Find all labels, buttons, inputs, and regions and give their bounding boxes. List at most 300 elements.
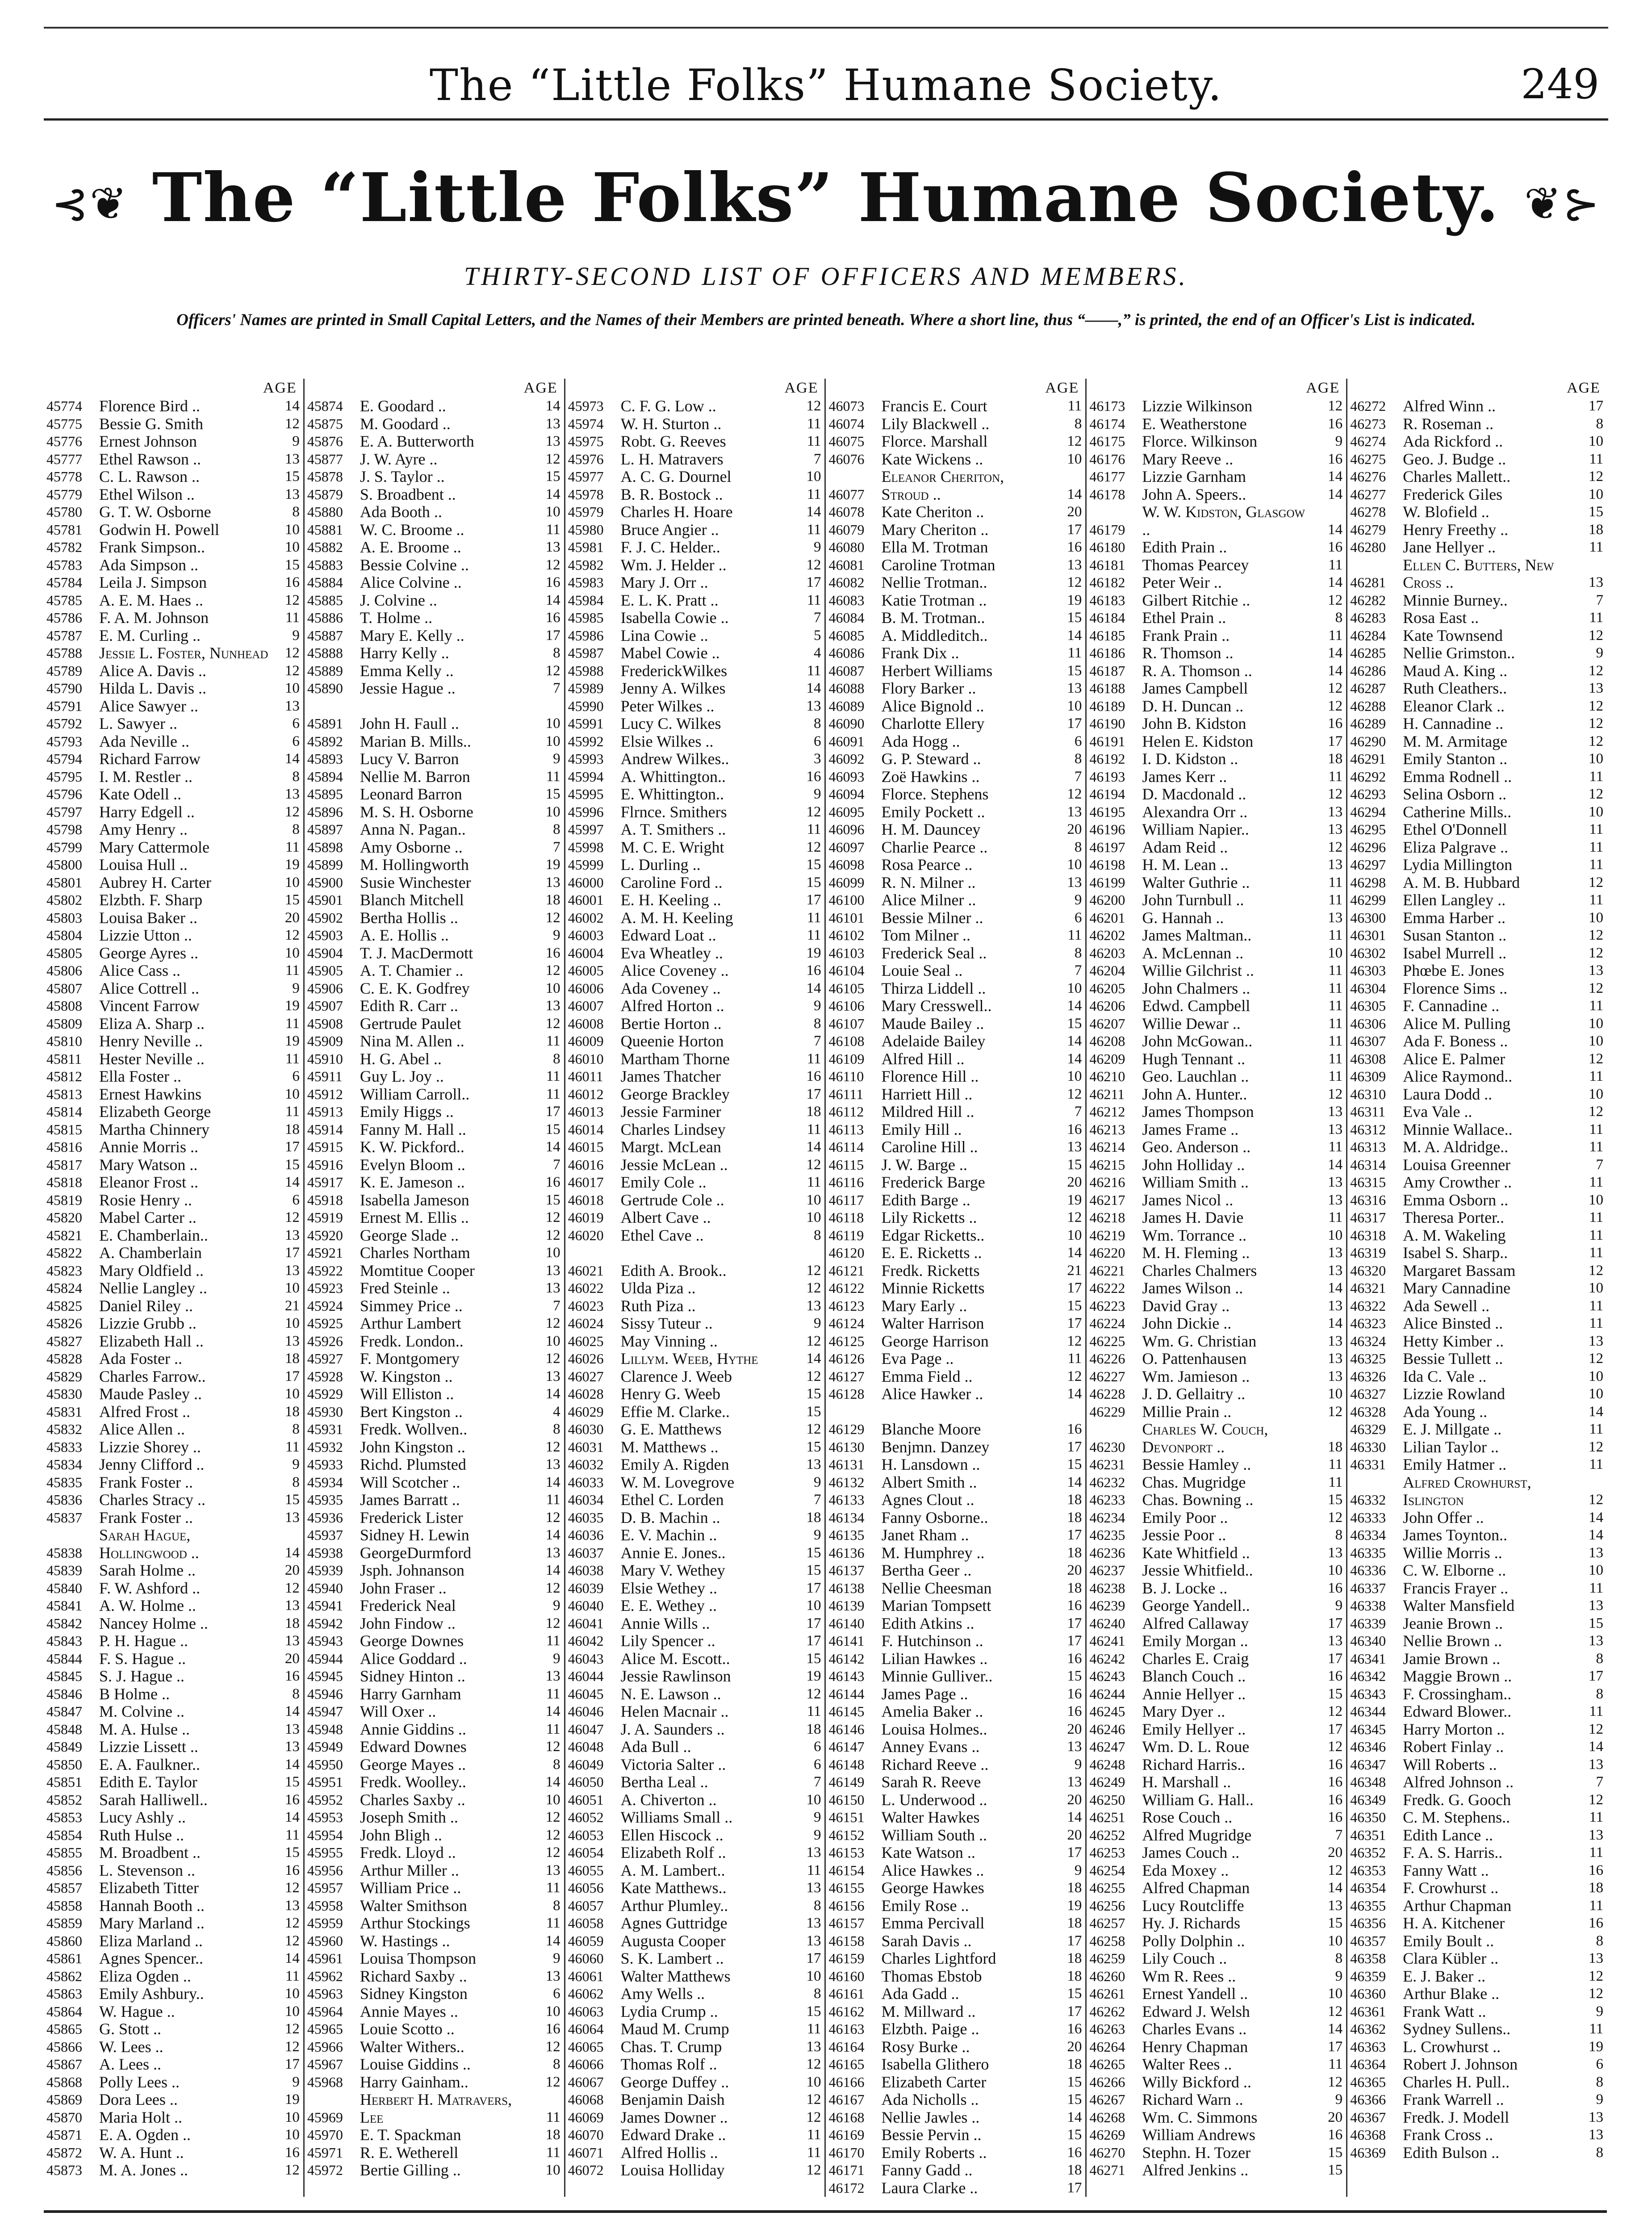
member-entry	[46, 1015, 300, 1033]
member-number: 45962	[307, 1968, 343, 1984]
member-name: A. W. Holme ..	[99, 1597, 197, 1614]
member-number: 45848	[46, 1721, 82, 1737]
member-name: Mary Cresswell..	[881, 997, 992, 1015]
member-number: 46281	[1350, 574, 1386, 590]
member-age: 6	[292, 1068, 300, 1084]
member-name: Aubrey H. Carter	[99, 874, 211, 891]
member-age: 13	[806, 1880, 821, 1896]
member-entry	[307, 1385, 560, 1403]
member-name: Louisa Holliday	[620, 2162, 725, 2179]
member-name: Nellie Cheesman	[881, 1579, 992, 1597]
member-age: 12	[1588, 1262, 1603, 1279]
member-entry	[1350, 1897, 1603, 1915]
member-age: 12	[545, 1580, 560, 1596]
member-name: Gertrude Paulet	[360, 1015, 461, 1033]
member-age: 17	[1328, 2038, 1343, 2055]
member-number: 46353	[1350, 1862, 1386, 1878]
member-name: Robert Finlay ..	[1403, 1738, 1504, 1756]
member-entry	[1350, 803, 1603, 821]
member-number: 46319	[1350, 1245, 1386, 1261]
member-name: Emma Osborn ..	[1403, 1191, 1509, 1209]
member-age: 9	[813, 1827, 821, 1843]
member-name: R. N. Milner ..	[881, 874, 976, 891]
member-entry	[1350, 786, 1603, 803]
member-number: 46352	[1350, 1844, 1386, 1861]
member-number: 46212	[1089, 1104, 1125, 1120]
member-entry	[568, 1526, 821, 1544]
member-number: 45936	[307, 1509, 343, 1526]
member-entry	[307, 786, 560, 803]
member-entry	[46, 556, 300, 574]
member-age: 13	[1588, 1633, 1603, 1649]
member-entry	[307, 1456, 560, 1474]
member-number: 45882	[307, 539, 343, 555]
member-age: 9	[292, 980, 300, 996]
member-name: Wm. J. Helder ..	[620, 556, 727, 574]
member-name: Helen Macnair ..	[620, 1703, 729, 1720]
member-number: 45840	[46, 1580, 82, 1596]
member-entry	[828, 433, 1082, 451]
member-entry	[46, 1385, 300, 1403]
member-age: 14	[284, 1756, 300, 1773]
member-name: E. T. Spackman	[360, 2126, 461, 2144]
member-name: Emily Morgan ..	[1142, 1632, 1248, 1650]
member-entry	[828, 1932, 1082, 1950]
member-entry	[1089, 1050, 1343, 1068]
member-name: George Downes	[360, 1632, 464, 1650]
member-entry	[307, 891, 560, 909]
member-entry	[46, 2126, 300, 2144]
member-number: 46264	[1089, 2038, 1125, 2055]
member-age: 12	[284, 2162, 300, 2178]
member-age: 14	[1328, 1156, 1343, 1173]
member-number: 46101	[828, 909, 865, 926]
member-entry	[828, 945, 1082, 962]
member-number: 46332	[1350, 1492, 1386, 1508]
member-number: 46032	[568, 1456, 604, 1472]
member-number: 46203	[1089, 945, 1125, 961]
member-name: Edward J. Welsh	[1142, 2003, 1250, 2020]
member-age: 9	[553, 1650, 560, 1667]
member-age: 15	[284, 468, 300, 485]
member-column	[826, 379, 1087, 2197]
member-age: 11	[1589, 2021, 1603, 2037]
member-name: Mildred Hill ..	[881, 1103, 974, 1121]
member-entry	[568, 1879, 821, 1897]
member-entry	[46, 874, 300, 892]
member-entry	[1350, 433, 1603, 451]
member-entry	[307, 1650, 560, 1668]
member-age: 11	[285, 1104, 300, 1120]
member-number: 46045	[568, 1685, 604, 1702]
member-entry	[1089, 2003, 1343, 2021]
member-entry	[1350, 874, 1603, 892]
member-age: 11	[285, 1438, 300, 1455]
member-name: Ulda Piza ..	[620, 1280, 696, 1297]
member-entry	[568, 1192, 821, 1209]
member-age: 15	[806, 1650, 821, 1667]
member-number: 46160	[828, 1968, 865, 1984]
member-entry	[46, 1068, 300, 1086]
member-entry	[1089, 1526, 1343, 1544]
member-entry	[307, 2056, 560, 2074]
member-entry	[568, 1544, 821, 1562]
member-age: 10	[284, 2127, 300, 2143]
member-entry	[568, 1068, 821, 1086]
member-name: Richd. Plumsted	[360, 1456, 466, 1473]
member-age: 11	[1067, 398, 1082, 414]
member-name: J. A. Saunders ..	[620, 1720, 725, 1738]
member-number: 45854	[46, 1827, 82, 1843]
member-number: 46123	[828, 1297, 865, 1314]
member-name: W. Hague ..	[99, 2003, 175, 2020]
member-number: 45807	[46, 980, 82, 996]
member-entry	[307, 1773, 560, 1791]
member-age: 12	[284, 1580, 300, 1596]
member-number: 46265	[1089, 2056, 1125, 2072]
member-name: Elizabeth Carter	[881, 2073, 987, 2091]
member-name: H. M. Lean ..	[1142, 856, 1229, 874]
member-name: Lizzie Wilkinson	[1142, 397, 1253, 415]
member-age: 16	[806, 768, 821, 785]
member-entry	[568, 2144, 821, 2162]
member-entry	[1089, 1703, 1343, 1721]
member-age: 18	[1067, 1880, 1082, 1896]
member-age: 11	[546, 1685, 560, 1702]
member-name: Alice Allen ..	[99, 1421, 185, 1438]
member-entry	[568, 1456, 821, 1474]
member-entry	[1350, 1809, 1603, 1827]
member-entry	[1089, 415, 1343, 433]
member-entry	[828, 451, 1082, 468]
member-name: Mabel Carter ..	[99, 1209, 197, 1226]
member-entry	[828, 1650, 1082, 1668]
member-name: Rosie Henry ..	[99, 1191, 192, 1209]
member-name: Mary Cattermole	[99, 838, 209, 856]
member-entry	[568, 1491, 821, 1509]
member-age: 13	[1328, 1544, 1343, 1561]
member-entry	[828, 1580, 1082, 1597]
member-age: 15	[545, 786, 560, 802]
member-age: 10	[1328, 1386, 1343, 1402]
member-entry	[828, 1544, 1082, 1562]
member-number: 46356	[1350, 1915, 1386, 1931]
member-name: Emma Harber ..	[1403, 909, 1506, 927]
member-age: 16	[1067, 1650, 1082, 1667]
member-entry	[1350, 539, 1603, 556]
member-name: K. E. Jameson ..	[360, 1174, 465, 1191]
member-age: 9	[813, 1474, 821, 1490]
member-name: J. D. Gellaitry ..	[1142, 1385, 1246, 1403]
member-age: 13	[284, 451, 300, 467]
member-entry	[307, 1068, 560, 1086]
member-number: 46310	[1350, 1086, 1386, 1102]
member-name: William Price ..	[360, 1879, 461, 1897]
member-number: 46298	[1350, 874, 1386, 891]
member-name: A. Chamberlain	[99, 1244, 202, 1262]
member-number: 45901	[307, 892, 343, 908]
member-number: 45963	[307, 1986, 343, 2002]
member-entry	[1350, 1350, 1603, 1368]
member-age: 13	[545, 998, 560, 1014]
member-number: 46200	[1089, 892, 1125, 908]
member-name: Emily Poor ..	[1142, 1509, 1228, 1526]
member-name: James Couch ..	[1142, 1844, 1240, 1861]
member-number: 45789	[46, 662, 82, 679]
member-entry	[1089, 1262, 1343, 1280]
member-number: 45951	[307, 1774, 343, 1790]
member-name: E. M. Curling ..	[99, 627, 201, 644]
member-age: 6	[813, 1756, 821, 1773]
member-entry	[1350, 1791, 1603, 1809]
member-entry	[568, 433, 821, 451]
member-age: 11	[807, 927, 821, 943]
member-entry	[828, 1227, 1082, 1245]
member-number: 46233	[1089, 1492, 1125, 1508]
member-entry	[1350, 927, 1603, 945]
member-age: 16	[1328, 539, 1343, 555]
member-number: 46361	[1350, 2003, 1386, 2020]
member-number: 46179	[1089, 521, 1125, 538]
member-name: Elizabeth Rolf ..	[620, 1844, 726, 1861]
member-entry	[1350, 592, 1603, 610]
member-name: E. E. Wethey ..	[620, 1597, 717, 1614]
member-age: 12	[284, 1209, 300, 1225]
member-age: 12	[1588, 627, 1603, 644]
member-number: 46044	[568, 1668, 604, 1684]
member-age: 14	[1067, 998, 1082, 1014]
member-number: 45793	[46, 733, 82, 749]
member-number: 45906	[307, 980, 343, 996]
member-age: 12	[545, 1351, 560, 1367]
member-number: 46113	[828, 1121, 864, 1137]
member-name: Frank Foster ..	[99, 1473, 193, 1491]
member-number: 45839	[46, 1562, 82, 1578]
member-name: Ernest Johnson	[99, 433, 197, 450]
member-name: John H. Faull ..	[360, 715, 459, 732]
member-entry	[1089, 1086, 1343, 1104]
member-name: E. A. Butterworth	[360, 433, 474, 450]
member-number: 46299	[1350, 892, 1386, 908]
member-name: Walter Hawkes	[881, 1809, 980, 1826]
member-entry	[1350, 1209, 1603, 1227]
member-number: 46279	[1350, 521, 1386, 538]
member-entry	[1350, 1985, 1603, 2003]
member-age: 17	[806, 1633, 821, 1649]
member-number: 45810	[46, 1033, 82, 1049]
member-age: 16	[1588, 1915, 1603, 1931]
member-entry	[46, 1562, 300, 1580]
member-entry	[568, 2091, 821, 2109]
member-entry	[1089, 451, 1343, 468]
member-number: 45894	[307, 768, 343, 785]
member-age: 13	[1588, 962, 1603, 979]
member-number: 46040	[568, 1597, 604, 1614]
member-age: 11	[1589, 998, 1603, 1014]
member-name: Charles Stracy ..	[99, 1491, 205, 1509]
member-number: 46149	[828, 1774, 865, 1790]
member-entry	[1350, 415, 1603, 433]
member-entry	[828, 733, 1082, 751]
member-age: 11	[1328, 1139, 1343, 1155]
member-number: 46229	[1089, 1403, 1125, 1420]
member-entry	[307, 662, 560, 680]
member-name: Frederick Neal	[360, 1597, 456, 1614]
member-age: 16	[1328, 1774, 1343, 1790]
member-entry	[46, 1456, 300, 1474]
member-number: 45932	[307, 1438, 343, 1455]
member-number: 45892	[307, 733, 343, 749]
member-entry	[1089, 1773, 1343, 1791]
member-age: 13	[284, 1633, 300, 1649]
member-age: 12	[806, 1156, 821, 1173]
member-number: 45880	[307, 504, 343, 520]
member-number: 46245	[1089, 1703, 1125, 1719]
member-age: 17	[284, 1139, 300, 1155]
member-number: 46207	[1089, 1015, 1125, 1032]
member-age: 13	[1588, 1756, 1603, 1773]
member-name: Frank Warrell ..	[1403, 2091, 1504, 2108]
member-entry	[828, 1333, 1082, 1351]
member-number: 45876	[307, 433, 343, 449]
member-number: 46175	[1089, 433, 1125, 449]
member-name: Emily A. Rigden	[620, 1456, 729, 1473]
member-entry	[307, 909, 560, 927]
member-name: Elzbth. Paige ..	[881, 2020, 979, 2038]
member-number: 46128	[828, 1386, 865, 1402]
member-name: W. Hastings ..	[360, 1932, 450, 1950]
member-number: 46152	[828, 1827, 865, 1843]
member-name: Nancey Holme ..	[99, 1614, 208, 1632]
member-number: 46133	[828, 1492, 865, 1508]
member-name: M. A. Jones ..	[99, 2162, 188, 2179]
member-entry	[828, 750, 1082, 768]
member-number: 46144	[828, 1685, 865, 1702]
member-entry	[1089, 1280, 1343, 1297]
member-name: Ada Coveney ..	[620, 979, 721, 997]
member-name: Alice Hawker ..	[881, 1385, 983, 1403]
member-age: 13	[1328, 1897, 1343, 1914]
member-age: 13	[806, 2038, 821, 2055]
member-entry	[1089, 1897, 1343, 1915]
member-number: 46108	[828, 1033, 865, 1049]
member-name: F. S. Hague ..	[99, 1650, 186, 1668]
member-name: J. W. Barge ..	[881, 1156, 967, 1174]
member-number: 46366	[1350, 2091, 1386, 2108]
member-entry	[46, 1879, 300, 1897]
member-entry	[568, 2056, 821, 2074]
member-number: 45815	[46, 1121, 82, 1137]
member-age: 18	[1067, 1492, 1082, 1508]
member-entry	[1089, 1209, 1343, 1227]
member-age: 18	[1067, 2162, 1082, 2178]
member-number: 46122	[828, 1280, 865, 1296]
member-age: 17	[1067, 1280, 1082, 1296]
member-age: 18	[1067, 1915, 1082, 1931]
member-entry	[1089, 1685, 1343, 1703]
member-number: 46137	[828, 1562, 865, 1578]
member-number: 45895	[307, 786, 343, 802]
member-number: 46124	[828, 1315, 865, 1331]
member-age: 7	[1074, 1104, 1082, 1120]
member-entry	[307, 433, 560, 451]
member-age: 8	[292, 504, 300, 520]
member-number: 46176	[1089, 451, 1125, 467]
member-number: 45834	[46, 1456, 82, 1472]
member-age: 13	[545, 539, 560, 555]
member-age: 16	[806, 1068, 821, 1084]
member-age: 11	[1328, 1209, 1343, 1225]
member-age: 13	[1067, 874, 1082, 891]
member-age: 10	[1328, 1562, 1343, 1578]
member-number: 46102	[828, 927, 865, 943]
member-entry	[1350, 1509, 1603, 1527]
member-number: 45949	[307, 1739, 343, 1755]
officer-list-end-separator	[828, 1403, 1082, 1421]
member-number: 45896	[307, 803, 343, 820]
member-age: 11	[807, 433, 821, 449]
member-name: Minnie Ricketts	[881, 1280, 985, 1297]
member-entry	[568, 468, 821, 486]
member-entry	[307, 856, 560, 874]
member-entry	[568, 1632, 821, 1650]
member-age: 12	[1588, 1104, 1603, 1120]
member-name: Edith Atkins ..	[881, 1614, 974, 1632]
member-age: 11	[807, 486, 821, 502]
member-age: 11	[1328, 927, 1343, 943]
member-number: 46071	[568, 2144, 604, 2161]
member-age: 11	[1589, 1245, 1603, 1261]
member-number: 46161	[828, 1986, 865, 2002]
member-entry	[1089, 962, 1343, 980]
member-name: Jessie Poor ..	[1142, 1526, 1226, 1544]
member-entry	[307, 1015, 560, 1033]
member-age: 9	[1074, 892, 1082, 908]
member-entry	[46, 2144, 300, 2162]
member-number: 46159	[828, 1950, 865, 1966]
member-entry	[568, 1209, 821, 1227]
member-age: 17	[806, 1950, 821, 1966]
member-number: 45831	[46, 1403, 82, 1420]
member-age: 9	[813, 1315, 821, 1331]
member-entry	[1089, 592, 1343, 610]
member-name: Arthur Blake ..	[1403, 1985, 1500, 2003]
member-age: 10	[1067, 1227, 1082, 1243]
member-age: 10	[284, 1986, 300, 2002]
member-number: 45994	[568, 768, 604, 785]
member-name: Harriett Hill ..	[881, 1085, 973, 1103]
member-name: Edith Barge ..	[881, 1191, 970, 1209]
member-entry	[1350, 1333, 1603, 1351]
member-number: 45778	[46, 468, 82, 485]
member-number: 46246	[1089, 1721, 1125, 1737]
member-age: 11	[807, 521, 821, 538]
member-name: Hugh Tennant ..	[1142, 1050, 1246, 1068]
member-age: 11	[1589, 821, 1603, 837]
member-name: Alice Bignold ..	[881, 697, 984, 715]
member-name: Ada Bull ..	[620, 1738, 691, 1756]
member-entry	[1089, 750, 1343, 768]
member-age: 12	[545, 2074, 560, 2090]
member-entry	[1089, 539, 1343, 556]
member-age: 11	[1328, 962, 1343, 979]
member-name: Wm. C. Simmons	[1142, 2108, 1258, 2126]
member-entry	[46, 1597, 300, 1615]
member-entry	[828, 891, 1082, 909]
member-entry	[568, 1773, 821, 1791]
member-name: Frank Simpson..	[99, 539, 205, 556]
member-name: Bertha Hollis ..	[360, 909, 458, 927]
